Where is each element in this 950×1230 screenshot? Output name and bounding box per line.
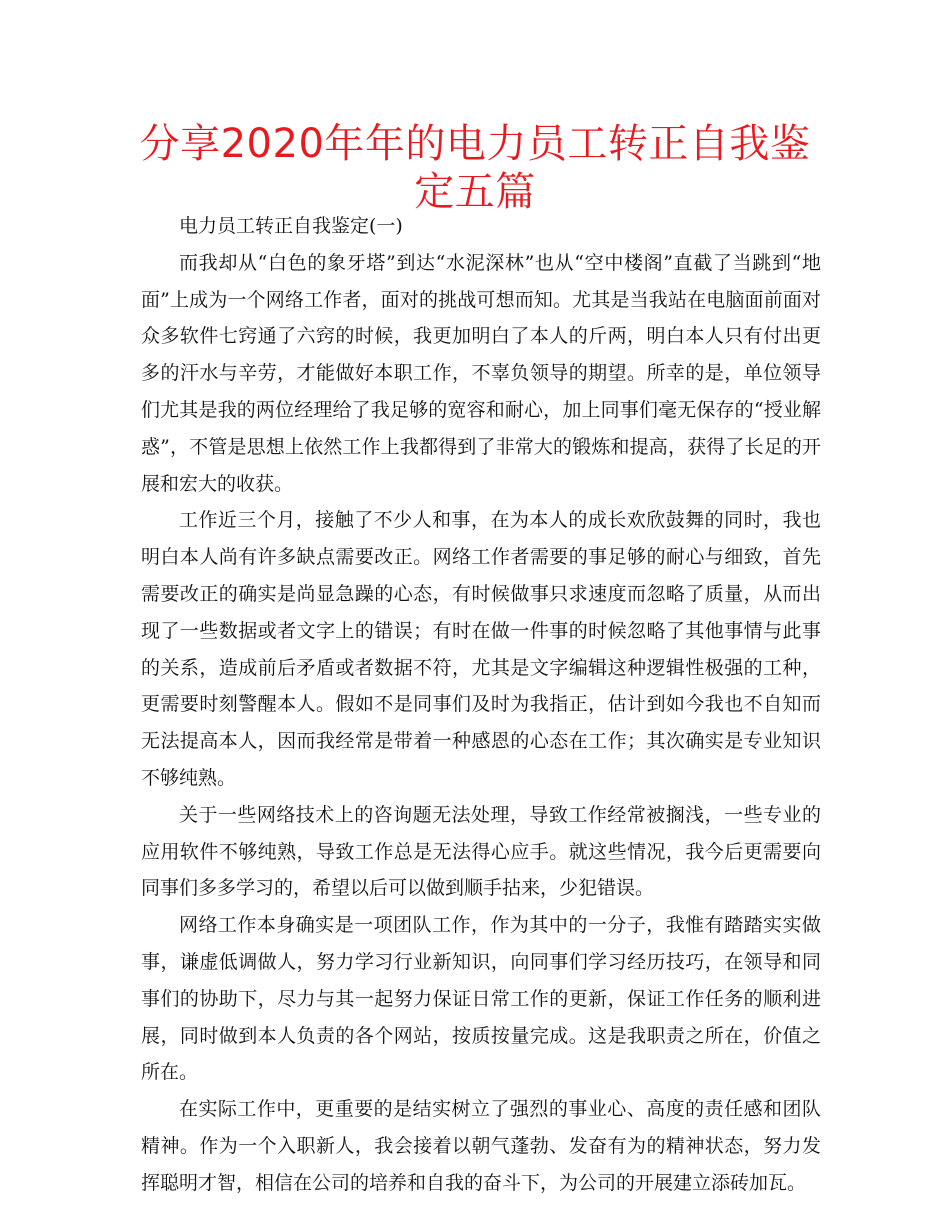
document-body	[141, 208, 821, 1202]
section-heading: 电力员工转正自我鉴定(一)	[179, 215, 403, 237]
paragraph-5: 在实际工作中，更重要的是结实树立了强烈的事业心、高度的责任感和团队精神。作为一个入职新人，我会接着以朝气蓬勃、发奋有为的精神状态，努力发挥聪明才智，相信在公司的培养和自我的奋斗下，为公司的开展建立添砖加瓦。	[141, 1098, 821, 1194]
paragraph-1: 而我却从“白色的象牙塔”到达“水泥深林”也从“空中楼阁”直截了当跳到“地面”上成为一个网络工作者，面对的挑战可想而知。尤其是当我站在电脑面前面对众多软件七窍通了六窍的时候，我更加明白了本人的斤两，明白本人只有付出更多的汗水与辛劳，才能做好本职工作，不辜负领导的期望。所幸的是，单位领导们尤其是我的两位经理给了我足够的宽容和耐心，加上同事们毫无保存的“授业解惑”，不管是思想上依然工作上我都得到了非常大的锻炼和提高，获得了长足的开展和宏大的收获。	[141, 251, 821, 495]
paragraph-4: 网络工作本身确实是一项团队工作，作为其中的一分子，我惟有踏踏实实做事，谦虚低调做人，努力学习行业新知识，向同事们学习经历技巧，在领导和同事们的协助下，尽力与其一起努力保证日常工作的更新，保证工作任务的顺利进展，同时做到本人负责的各个网站，按质按量完成。这是我职责之所在，价值之所在。	[141, 914, 821, 1084]
paragraph-2: 工作近三个月，接触了不少人和事，在为本人的成长欢欣鼓舞的同时，我也明白本人尚有许多缺点需要改正。网络工作者需要的事足够的耐心与细致，首先需要改正的确实是尚显急躁的心态，有时候做事只求速度而忽略了质量，从而出现了一些数据或者文字上的错误；有时在做一件事的时候忽略了其他事情与此事的关系，造成前后矛盾或者数据不符，尤其是文字编辑这种逻辑性极强的工种，更需要时刻警醒本人。假如不是同事们及时为我指正，估计到如今我也不自知而无法提高本人，因而我经常是带着一种感恩的心态在工作；其次确实是专业知识不够纯熟。	[141, 509, 821, 789]
document-title: 分享2020年年的电力员工转正自我鉴定五篇	[139, 121, 811, 215]
paragraph-3: 关于一些网络技术上的咨询题无法处理，导致工作经常被搁浅，一些专业的应用软件不够纯熟，导致工作总是无法得心应手。就这些情况，我今后更需要向同事们多多学习的，希望以后可以做到顺手拈来，少犯错误。	[141, 803, 821, 900]
